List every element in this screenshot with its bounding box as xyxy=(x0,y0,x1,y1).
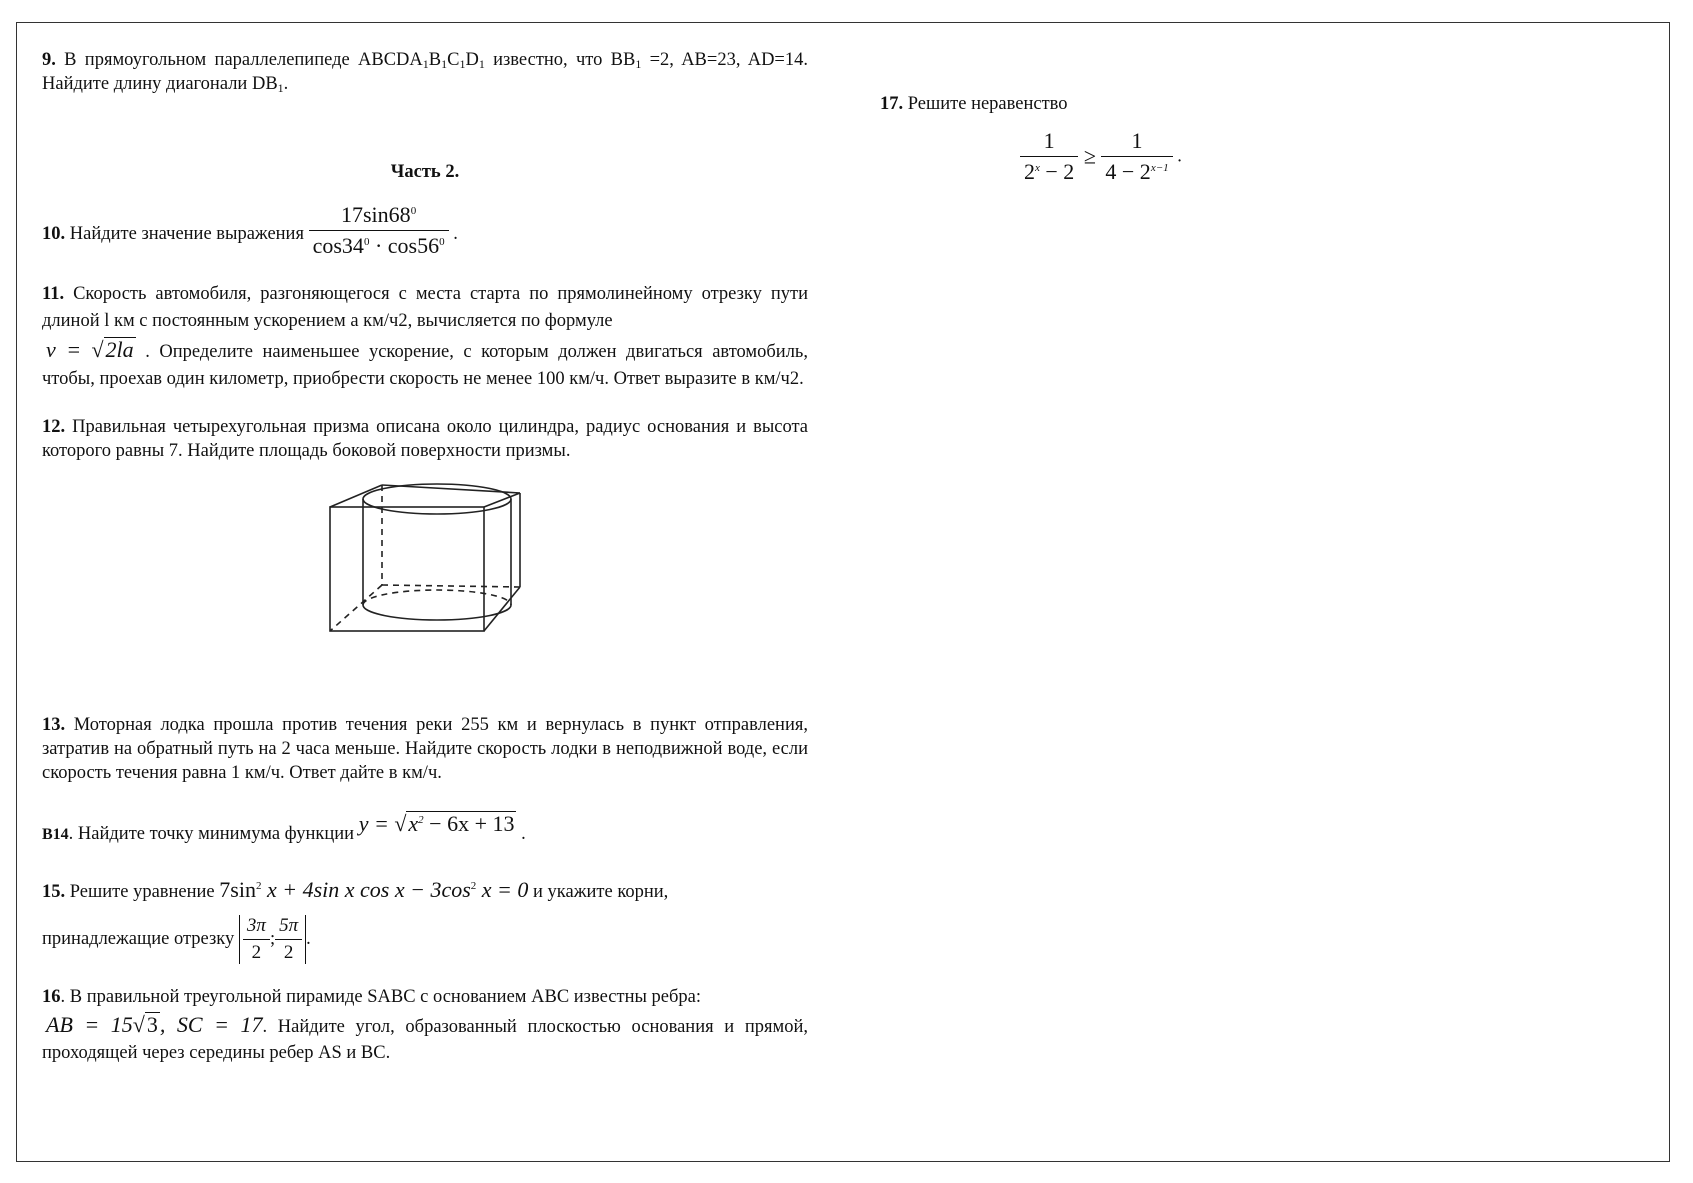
prism-diagram xyxy=(42,475,808,655)
problem-number: B14 xyxy=(42,826,69,843)
problem-15: 15. Решите уравнение $7\sin^2$ x + 4sin x $\cos x - 3\cos^2$ x = 0 и укажите корни, принадлежащие отрезку $\frac{3\pi}{2}$ ; $\frac{5\pi}{2}$ . xyxy=(42,877,669,963)
inequality-left-fraction: $\frac{1}{2^x - 2}$ xyxy=(1020,128,1078,185)
problem-14: B14. Найдите точку минимума функции $y = √x^2 - 6x + 13$ . xyxy=(42,811,526,844)
formula-speed: v = √2la xyxy=(46,337,134,362)
problem-number: 17. xyxy=(880,94,904,114)
inequality: $\frac{1}{2^x - 2}$ ≥ $\frac{1}{4 - 2^{x-1}}$ . xyxy=(1020,128,1640,185)
trig-equation: $7\sin^2$ x + 4sin x $\cos x - 3\cos^2$ x = 0 xyxy=(219,877,529,902)
problem-number: 12. xyxy=(42,417,66,437)
problem-16: 16. В правильной треугольной пирамиде SABC с основанием ABC известны ребра: AB = 15√3, SC = 17. Найдите угол, образованный плоскостью основания и прямой, проходящей через середины ребер AS и BC. xyxy=(42,987,808,1063)
problem-9: 9. В прямоугольном параллелепипеде $ABCDA_1B_1C_1D_1$ известно, что $BB_1 =2$, AB=23, AD=14. Найдите длину диагонали $DB_1$. xyxy=(42,50,808,95)
prism-cylinder-figure xyxy=(42,475,808,655)
edges-formula: AB = 15√3, SC = 17 xyxy=(46,1012,263,1037)
problem-number: 9. xyxy=(42,50,56,70)
right-column xyxy=(880,92,1640,185)
function-formula: $y = √x^2 - 6x + 13$ xyxy=(358,811,515,836)
part-heading: Часть 2. xyxy=(390,162,460,182)
problem-number: 11. xyxy=(42,284,65,304)
expression-fraction: $\frac{17\sin 68^0}{\cos 34^0 \cdot \cos 56^0}$ xyxy=(309,202,449,259)
problem-12: 12. Правильная четырехугольная призма описана около цилиндра, радиус основания и высота которого равны 7. Найдите площадь боковой поверхности призмы. xyxy=(42,417,808,461)
left-column xyxy=(42,48,808,1066)
interval-bracket: $\frac{3\pi}{2}$ ; $\frac{5\pi}{2}$ xyxy=(239,915,306,964)
problem-10: 10. Найдите значение выражения $\frac{17\sin 68^0}{\cos 34^0 \cdot \cos 56^0}$ . xyxy=(42,202,458,258)
problem-number: 10. xyxy=(42,224,66,244)
problem-number: 13. xyxy=(42,715,66,735)
problem-17: 17. Решите неравенство xyxy=(880,94,1068,114)
problem-number: 16 xyxy=(42,987,61,1007)
problem-13: 13. Моторная лодка прошла против течения реки 255 км и вернулась в пункт отправления, затратив на обратный путь на 2 часа меньше. Найдите скорость лодки в неподвижной воде, если скорость течения равна 1 км/ч. Ответ дайте в км/ч. xyxy=(42,715,808,783)
problem-number: 15. xyxy=(42,882,66,902)
problem-11: 11. Скорость автомобиля, разгоняющегося с места старта по прямолинейному отрезку пути длиной l км с постоянным ускорением a км/ч2, вычисляется по формуле v = √2la . Определите наименьшее ускорение, с которым должен двигаться автомобиль, чтобы, проехав один километр, приобрести скорость не менее 100 км/ч. Ответ выразите в км/ч2. xyxy=(42,284,808,389)
inequality-right-fraction: $\frac{1}{4 - 2^{x-1}}$ xyxy=(1101,128,1172,185)
